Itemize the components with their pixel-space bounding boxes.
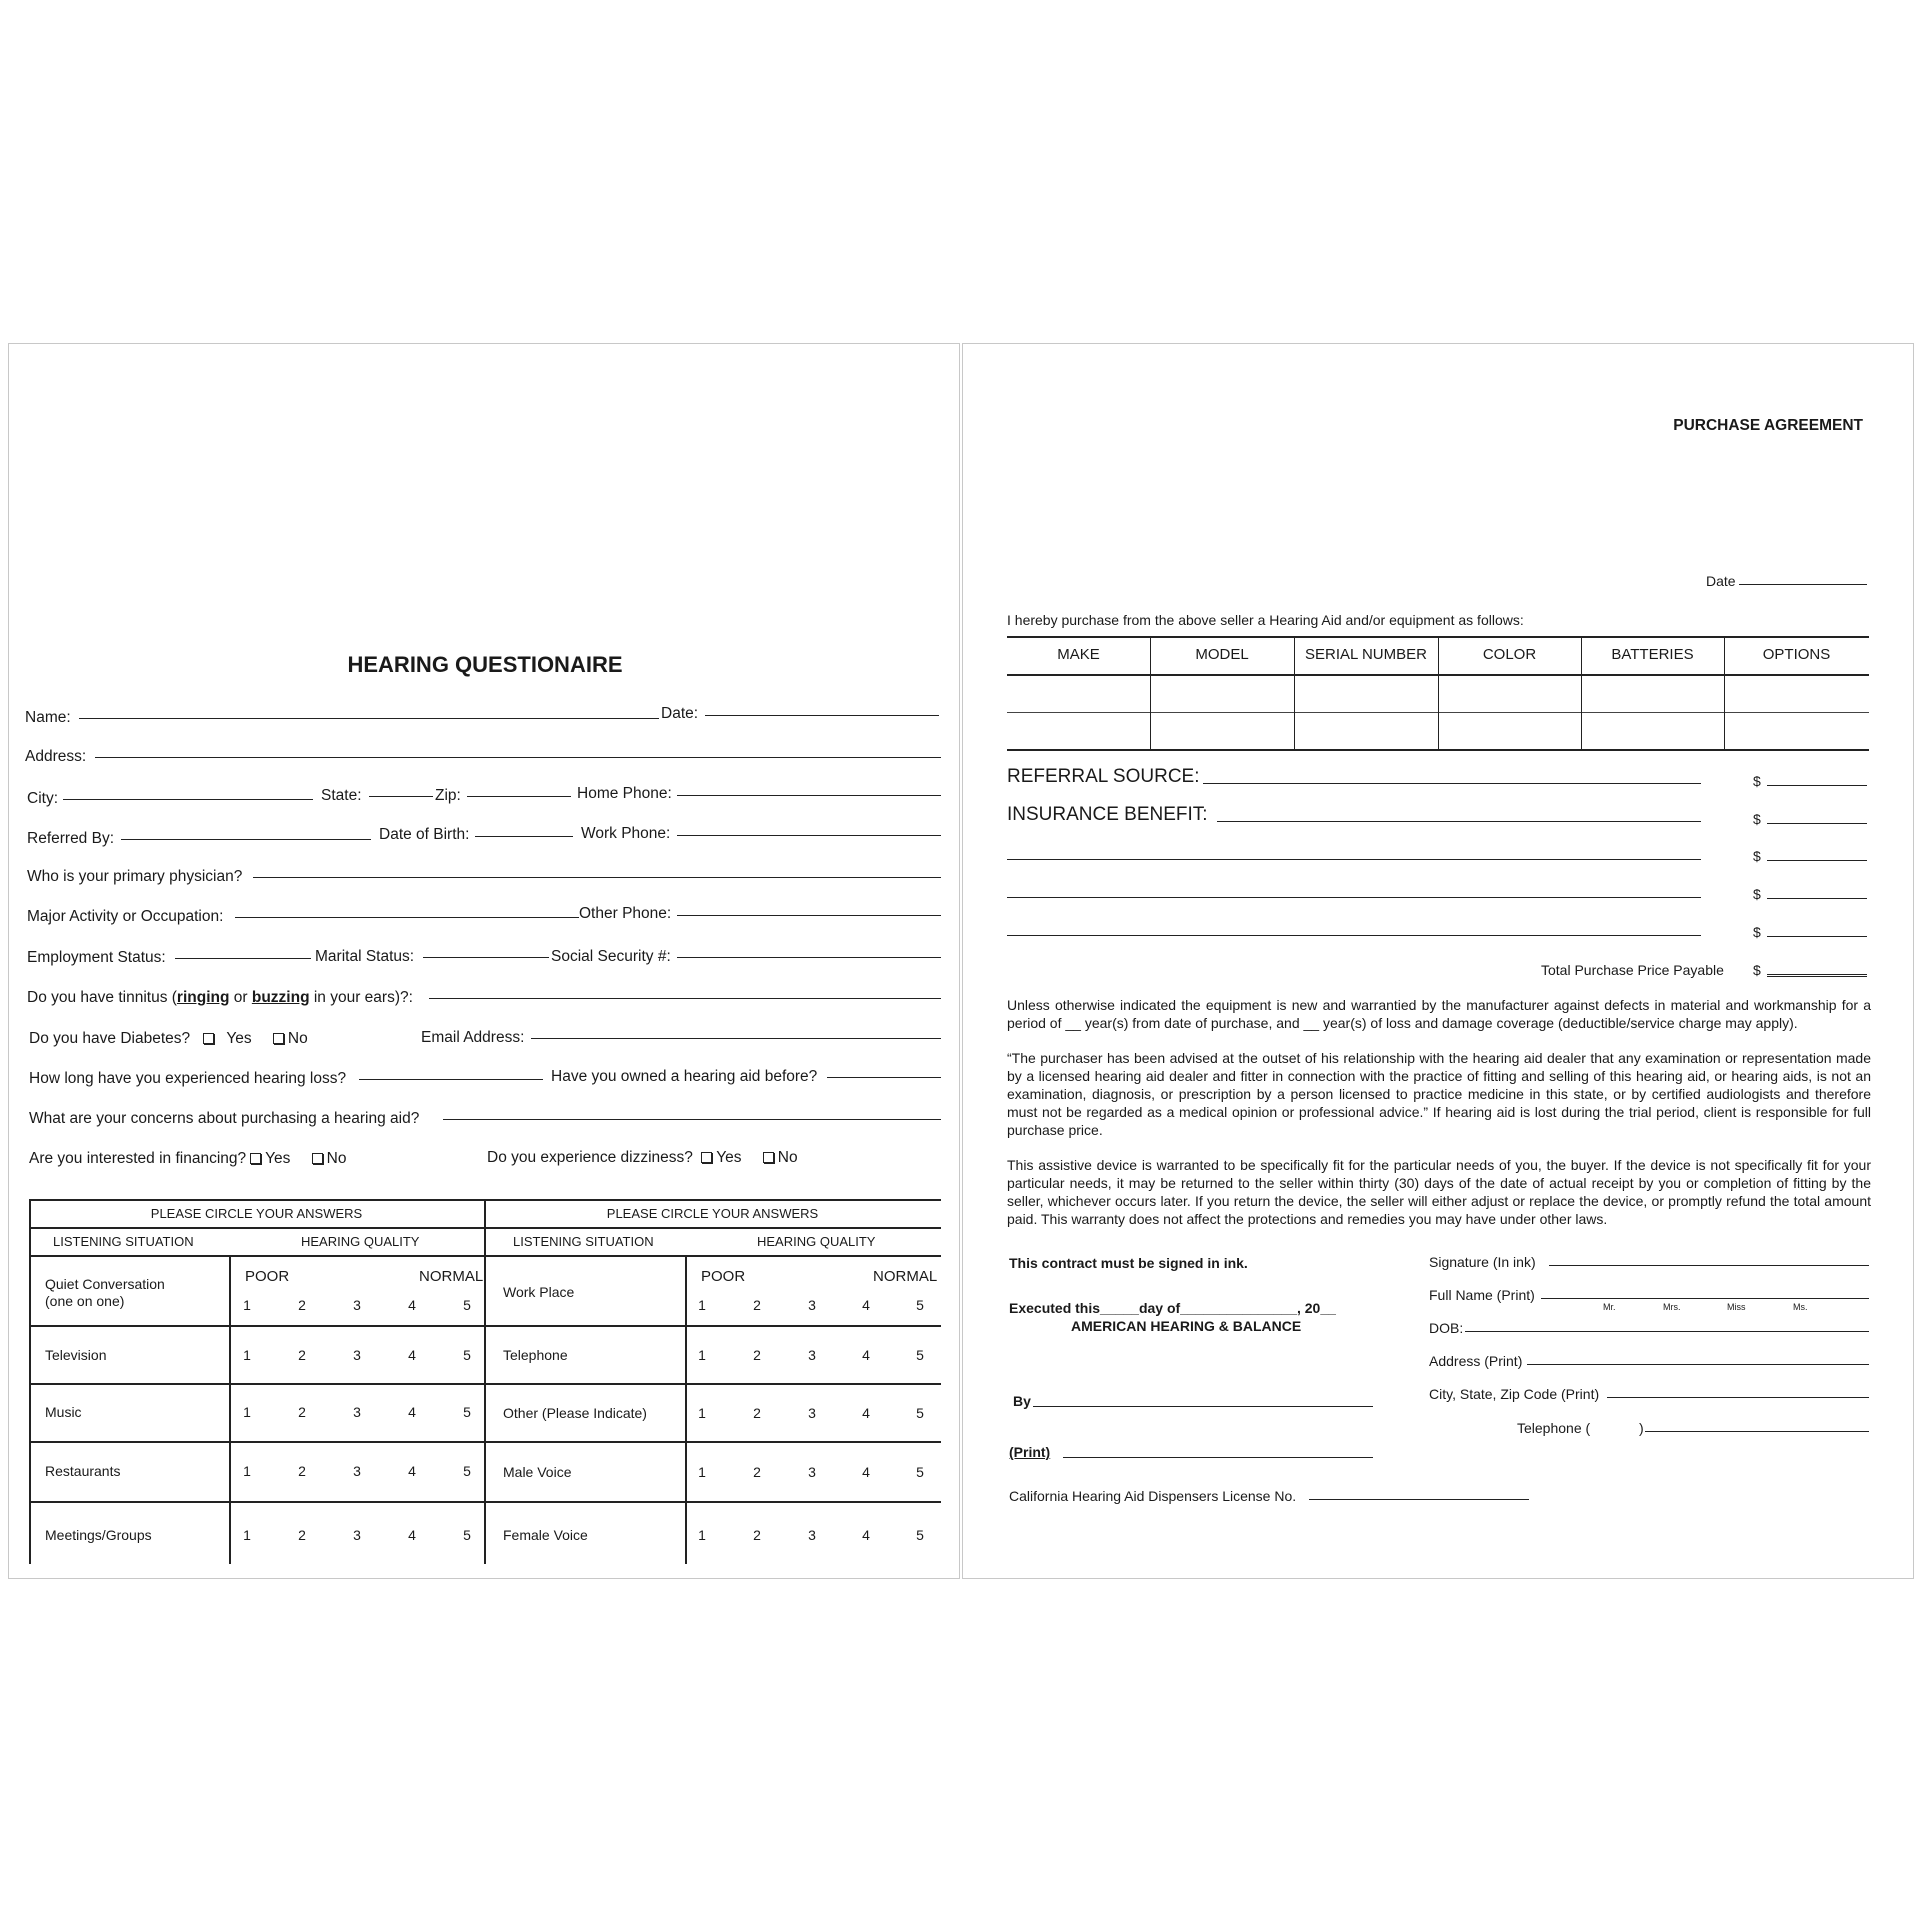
rating-music-5[interactable]: 5: [463, 1404, 471, 1420]
hearing-loss-field[interactable]: [359, 1079, 543, 1080]
situation-television: Television: [45, 1347, 107, 1363]
rating-vline-left: [229, 1255, 231, 1564]
dizziness-yes-label: Yes: [716, 1149, 742, 1166]
rating-meetings-1[interactable]: 1: [243, 1527, 251, 1543]
rating-music-4[interactable]: 4: [408, 1404, 416, 1420]
license-label: California Hearing Aid Dispensers License No.: [1009, 1488, 1297, 1504]
instruction-left: PLEASE CIRCLE YOUR ANSWERS: [150, 1206, 363, 1221]
rating-telephone-3[interactable]: 3: [808, 1347, 816, 1363]
telephone-field[interactable]: [1645, 1431, 1869, 1432]
situation-other: Other (Please Indicate): [503, 1405, 647, 1421]
city-agreement-label: City, State, Zip Code (Print): [1429, 1386, 1600, 1402]
rating-telephone-1[interactable]: 1: [698, 1347, 706, 1363]
title-mr[interactable]: Mr.: [1603, 1302, 1616, 1312]
rating-quiet-4[interactable]: 4: [408, 1297, 416, 1313]
normal-label-right: NORMAL: [873, 1268, 938, 1285]
diabetes-no-checkbox[interactable]: [273, 1033, 284, 1044]
home-phone-field[interactable]: [677, 795, 941, 796]
dizziness-yes-checkbox[interactable]: [701, 1152, 712, 1163]
rating-restaurants-4[interactable]: 4: [408, 1463, 416, 1479]
rating-telephone-2[interactable]: 2: [753, 1347, 761, 1363]
rating-quiet-2[interactable]: 2: [298, 1297, 306, 1313]
rating-male-1[interactable]: 1: [698, 1464, 706, 1480]
diabetes-label: [29, 1030, 308, 1048]
quality-header-left: HEARING QUALITY: [301, 1234, 420, 1249]
purchase-agreement-page: [962, 343, 1914, 1579]
email-label: Email Address:: [421, 1029, 525, 1046]
extra-dollar-2: $: [1753, 886, 1761, 902]
financing-question: Are you interested in financing?: [29, 1150, 247, 1167]
equip-col-batteries: BATTERIES: [1611, 646, 1694, 663]
title-ms[interactable]: Ms.: [1793, 1302, 1808, 1312]
financing-no-label: No: [326, 1150, 347, 1167]
rating-female-3[interactable]: 3: [808, 1527, 816, 1543]
rating-telephone-4[interactable]: 4: [862, 1347, 870, 1363]
situation-music: Music: [45, 1404, 82, 1420]
total-amount[interactable]: [1767, 974, 1867, 977]
ssn-label: Social Security #:: [551, 948, 671, 965]
situation-female-voice: Female Voice: [503, 1527, 588, 1543]
city-agreement-field[interactable]: [1607, 1397, 1869, 1398]
full-name-field[interactable]: [1541, 1298, 1869, 1299]
total-label: Total Purchase Price Payable: [1541, 962, 1724, 978]
poor-label-left: POOR: [245, 1268, 290, 1285]
rating-quiet-1[interactable]: 1: [243, 1297, 251, 1313]
dob-agreement-field[interactable]: [1465, 1331, 1869, 1332]
agreement-date-field[interactable]: [1739, 584, 1867, 585]
agreement-intro: I hereby purchase from the above seller a Hearing Aid and/or equipment as follows:: [1007, 612, 1524, 628]
rating-meetings-4[interactable]: 4: [408, 1527, 416, 1543]
rating-male-5[interactable]: 5: [916, 1464, 924, 1480]
physician-label: Who is your primary physician?: [27, 868, 243, 885]
total-dollar: $: [1753, 962, 1761, 978]
rating-music-2[interactable]: 2: [298, 1404, 306, 1420]
work-phone-label: Work Phone:: [581, 825, 671, 842]
occupation-label: Major Activity or Occupation:: [27, 908, 224, 925]
other-phone-label: Other Phone:: [579, 905, 672, 922]
insurance-dollar: $: [1753, 811, 1761, 827]
dizziness-no-label: No: [777, 1149, 798, 1166]
executed-line[interactable]: Executed this_____day of_______________, 20__: [1009, 1300, 1336, 1316]
tinnitus-label: [27, 989, 413, 1007]
ssn-field[interactable]: [677, 957, 941, 958]
tinnitus-field[interactable]: [429, 998, 941, 999]
situation-header-right: LISTENING SITUATION: [513, 1234, 654, 1249]
quality-header-right: HEARING QUALITY: [757, 1234, 876, 1249]
other-phone-field[interactable]: [677, 915, 941, 916]
disclaimer-paragraph: “The purchaser has been advised at the outset of his relationship with the hearing aid dealer that any examination or representation made by a licensed hearing aid dealer and fitter in connection with the practice of fitting and selling of this hearing aid, or hearing aids, is not an examination, diagnosis, or prescription by a person licensed to practice medicine in this state, or by certified audiologists and therefore must not be regarded as a medical opinion or professional advice.” If hearing aid is lost during the trial period, client is responsible for full purchase price.: [1007, 1050, 1871, 1138]
financing-label: [29, 1150, 347, 1168]
owned-before-label: Have you owned a hearing aid before?: [551, 1068, 818, 1085]
rating-female-4[interactable]: 4: [862, 1527, 870, 1543]
employment-label: Employment Status:: [27, 949, 166, 966]
agreement-date-label: Date: [1706, 573, 1736, 589]
email-field[interactable]: [531, 1038, 941, 1039]
rating-television-1[interactable]: 1: [243, 1347, 251, 1363]
rating-male-2[interactable]: 2: [753, 1464, 761, 1480]
rating-other-2[interactable]: 2: [753, 1405, 761, 1421]
instruction-right: PLEASE CIRCLE YOUR ANSWERS: [606, 1206, 819, 1221]
rating-workplace-3[interactable]: 3: [808, 1297, 816, 1313]
rating-male-3[interactable]: 3: [808, 1464, 816, 1480]
dob-label: Date of Birth:: [379, 826, 470, 843]
rating-workplace-4[interactable]: 4: [862, 1297, 870, 1313]
company-name: AMERICAN HEARING & BALANCE: [1071, 1318, 1302, 1334]
rating-vline-0: [29, 1199, 31, 1564]
by-field[interactable]: [1033, 1406, 1373, 1407]
referral-amount[interactable]: [1767, 785, 1867, 786]
equip-col-color: COLOR: [1482, 646, 1537, 663]
rating-other-4[interactable]: 4: [862, 1405, 870, 1421]
tinnitus-buzzing: buzzing: [251, 989, 310, 1006]
rating-restaurants-1[interactable]: 1: [243, 1463, 251, 1479]
referred-by-field[interactable]: [121, 839, 371, 840]
insurance-label: INSURANCE BENEFIT:: [1007, 804, 1208, 825]
work-phone-field[interactable]: [677, 835, 941, 836]
referral-dollar: $: [1753, 773, 1761, 789]
telephone-label: Telephone (: [1517, 1420, 1591, 1436]
address-field[interactable]: [95, 757, 941, 758]
equip-col-make: MAKE: [1057, 646, 1100, 663]
dob-field[interactable]: [475, 836, 573, 837]
concerns-field[interactable]: [443, 1119, 941, 1120]
situation-male-voice: Male Voice: [503, 1464, 572, 1480]
print-label: (Print): [1009, 1444, 1051, 1460]
rating-telephone-5[interactable]: 5: [916, 1347, 924, 1363]
equip-col-model: MODEL: [1195, 646, 1249, 663]
extra-line-3[interactable]: [1007, 935, 1701, 936]
by-label: By: [1013, 1393, 1031, 1409]
address-agreement-field[interactable]: [1527, 1364, 1869, 1365]
rating-vline-mid: [484, 1199, 486, 1564]
agreement-title: PURCHASE AGREEMENT: [1673, 417, 1863, 434]
occupation-field[interactable]: [235, 917, 579, 918]
rating-other-5[interactable]: 5: [916, 1405, 924, 1421]
title-miss[interactable]: Miss: [1727, 1302, 1746, 1312]
diabetes-question: Do you have Diabetes?: [29, 1030, 191, 1047]
dizziness-no-checkbox[interactable]: [763, 1152, 774, 1163]
tinnitus-ringing: ringing: [176, 989, 230, 1006]
rating-television-2[interactable]: 2: [298, 1347, 306, 1363]
situation-restaurants: Restaurants: [45, 1463, 121, 1479]
referred-by-label: Referred By:: [27, 830, 115, 847]
city-label: City:: [27, 790, 58, 807]
rating-music-3[interactable]: 3: [353, 1404, 361, 1420]
owned-before-field[interactable]: [827, 1077, 941, 1078]
financing-no-checkbox[interactable]: [312, 1153, 323, 1164]
zip-field[interactable]: [467, 796, 571, 797]
marital-label: Marital Status:: [315, 948, 415, 965]
telephone-close: ): [1639, 1420, 1644, 1436]
rating-quiet-3[interactable]: 3: [353, 1297, 361, 1313]
extra-line-2[interactable]: [1007, 897, 1701, 898]
rating-table: [29, 1199, 941, 1564]
employment-field[interactable]: [175, 958, 311, 959]
questionnaire-title: HEARING QUESTIONAIRE: [347, 652, 623, 677]
city-field[interactable]: [63, 799, 313, 800]
rating-restaurants-2[interactable]: 2: [298, 1463, 306, 1479]
rating-female-5[interactable]: 5: [916, 1527, 924, 1543]
diabetes-no-label: No: [287, 1030, 308, 1047]
rating-restaurants-5[interactable]: 5: [463, 1463, 471, 1479]
ink-notice: This contract must be signed in ink.: [1009, 1255, 1248, 1271]
rating-other-3[interactable]: 3: [808, 1405, 816, 1421]
insurance-amount[interactable]: [1767, 823, 1867, 824]
equip-col-options: OPTIONS: [1762, 646, 1831, 663]
situation-telephone: Telephone: [503, 1347, 568, 1363]
signature-field[interactable]: [1549, 1265, 1869, 1266]
state-field[interactable]: [369, 796, 433, 797]
full-name-label: Full Name (Print): [1429, 1287, 1535, 1303]
address-label: Address:: [25, 748, 87, 765]
physician-field[interactable]: [253, 877, 941, 878]
rating-male-4[interactable]: 4: [862, 1464, 870, 1480]
concerns-label: What are your concerns about purchasing a hearing aid?: [29, 1110, 420, 1127]
rating-restaurants-3[interactable]: 3: [353, 1463, 361, 1479]
diabetes-yes-label: Yes: [226, 1030, 252, 1047]
situation-work-place: Work Place: [503, 1284, 575, 1300]
rating-quiet-5[interactable]: 5: [463, 1297, 471, 1313]
diabetes-yes-checkbox[interactable]: [203, 1033, 214, 1044]
referral-field[interactable]: [1203, 783, 1701, 784]
rating-female-1[interactable]: 1: [698, 1527, 706, 1543]
rating-television-3[interactable]: 3: [353, 1347, 361, 1363]
dob-agreement-label: DOB:: [1429, 1320, 1464, 1336]
extra-amount-1[interactable]: [1767, 860, 1867, 861]
situation-meetings: Meetings/Groups: [45, 1527, 152, 1543]
rating-television-5[interactable]: 5: [463, 1347, 471, 1363]
fit-paragraph: This assistive device is warranted to be specifically fit for the particular needs of you, the buyer. If the device is not specifically fit for your particular needs, it may be returned to the seller within thirty (30) days of the date of actual receipt by you or completion of fitting by the seller, whichever occurs later. If you return the device, the seller will either adjust or replace the device, or promptly refund the total amount paid. This warranty does not affect the protections and remedies you may have under other laws.: [1007, 1157, 1871, 1227]
hearing-loss-label: How long have you experienced hearing loss?: [29, 1070, 347, 1087]
financing-yes-label: Yes: [265, 1150, 291, 1167]
extra-amount-2[interactable]: [1767, 898, 1867, 899]
rating-vline-right: [685, 1255, 687, 1564]
date-field[interactable]: [705, 715, 939, 716]
normal-label-left: NORMAL: [419, 1268, 484, 1285]
print-field[interactable]: [1063, 1457, 1373, 1458]
signature-label: Signature (In ink): [1429, 1254, 1536, 1270]
rating-workplace-5[interactable]: 5: [916, 1297, 924, 1313]
tinnitus-text-2: or: [229, 989, 252, 1006]
rating-meetings-5[interactable]: 5: [463, 1527, 471, 1543]
situation-quiet: Quiet Conversation: [45, 1276, 165, 1292]
extra-line-1[interactable]: [1007, 859, 1701, 860]
rating-music-1[interactable]: 1: [243, 1404, 251, 1420]
questionnaire-page: [8, 343, 960, 1579]
situation-header-left: LISTENING SITUATION: [53, 1234, 194, 1249]
rating-television-4[interactable]: 4: [408, 1347, 416, 1363]
rating-meetings-3[interactable]: 3: [353, 1527, 361, 1543]
equip-col-serial: SERIAL NUMBER: [1305, 646, 1427, 663]
extra-dollar-3: $: [1753, 924, 1761, 940]
extra-amount-3[interactable]: [1767, 936, 1867, 937]
warranty-paragraph: Unless otherwise indicated the equipment is new and warrantied by the manufacturer against defects in material and workmanship for a period of __ year(s) from date of purchase, and __ year(s) of loss and damage coverage (deductible/service charge may apply).: [1007, 997, 1871, 1031]
marital-field[interactable]: [423, 957, 549, 958]
name-field[interactable]: [79, 718, 659, 719]
extra-dollar-1: $: [1753, 848, 1761, 864]
insurance-field[interactable]: [1217, 821, 1701, 822]
dizziness-label: [487, 1149, 798, 1167]
rating-meetings-2[interactable]: 2: [298, 1527, 306, 1543]
rating-female-2[interactable]: 2: [753, 1527, 761, 1543]
tinnitus-text-1: Do you have tinnitus (: [27, 989, 177, 1006]
equipment-table: [1007, 636, 1869, 752]
title-mrs[interactable]: Mrs.: [1663, 1302, 1681, 1312]
license-field[interactable]: [1309, 1499, 1529, 1500]
zip-label: Zip:: [435, 787, 461, 804]
poor-label-right: POOR: [701, 1268, 746, 1285]
financing-yes-checkbox[interactable]: [250, 1153, 261, 1164]
dizziness-question: Do you experience dizziness?: [487, 1149, 693, 1166]
date-label: Date:: [661, 705, 699, 722]
tinnitus-text-3: in your ears)?:: [309, 989, 413, 1006]
situation-quiet-sub: (one on one): [45, 1293, 125, 1309]
address-agreement-label: Address (Print): [1429, 1353, 1523, 1369]
rating-workplace-2[interactable]: 2: [753, 1297, 761, 1313]
home-phone-label: Home Phone:: [577, 785, 672, 802]
referral-label: REFERRAL SOURCE:: [1007, 766, 1200, 787]
state-label: State:: [321, 787, 362, 804]
rating-workplace-1[interactable]: 1: [698, 1297, 706, 1313]
rating-other-1[interactable]: 1: [698, 1405, 706, 1421]
name-label: Name:: [25, 709, 71, 726]
